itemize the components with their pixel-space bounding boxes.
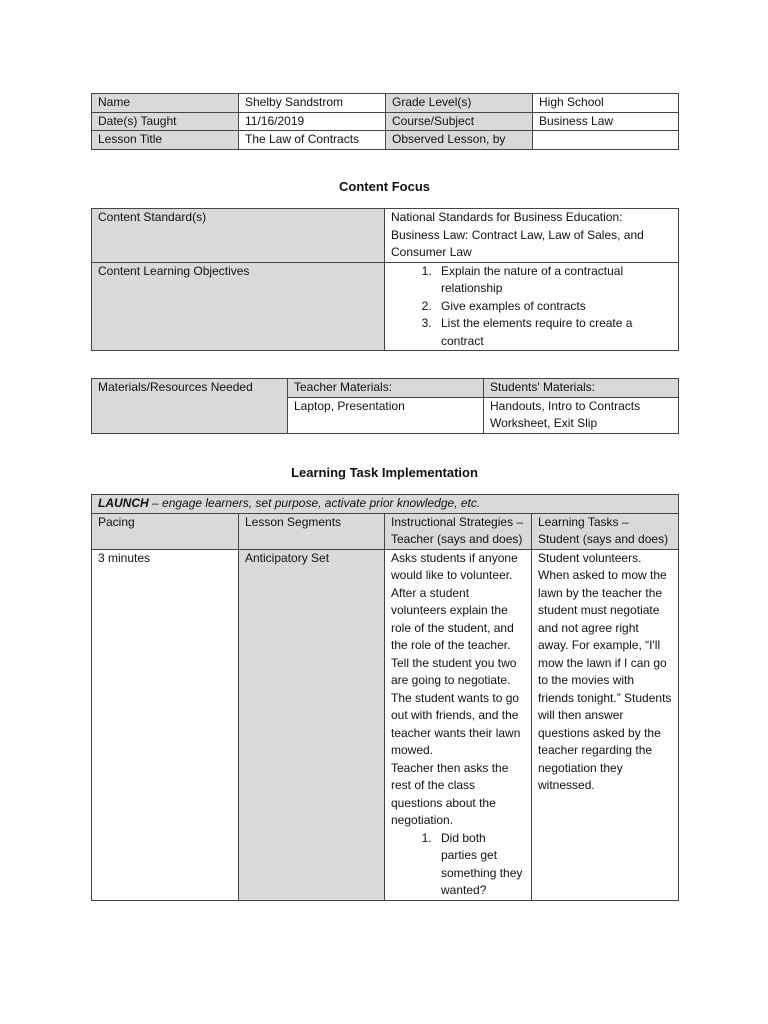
list-item: 3. List the elements require to create a contract	[435, 315, 672, 350]
pacing-header: Pacing	[92, 513, 239, 549]
objectives-value	[385, 262, 679, 351]
teacher-text-2: Teacher then asks the rest of the class questions about the negotiation.	[391, 760, 509, 827]
students-materials-value: Handouts, Intro to Contracts Worksheet, Exit Slip	[484, 397, 679, 433]
segment-value: Anticipatory Set	[239, 549, 385, 900]
content-focus-table	[91, 208, 679, 351]
name-label: Name	[92, 94, 239, 113]
teacher-text: Asks students if anyone would like to volunteer. After a student volunteers explain the role of the student, and the role of the teacher. Tell the student you two are going to negotiate. The student wants to go out with friends, and the teacher wants their lawn mowed.	[391, 550, 521, 757]
table-row	[92, 513, 679, 549]
materials-table	[91, 378, 679, 434]
standard-text: Business Law: Contract Law, Law of Sales, and Consumer Law	[391, 227, 644, 259]
content-standard-value	[385, 209, 679, 263]
teacher-strategies-value	[385, 549, 532, 900]
table-row	[92, 112, 679, 131]
pacing-value: 3 minutes	[92, 549, 239, 900]
teacher-materials-value: Laptop, Presentation	[288, 397, 484, 433]
launch-banner	[92, 495, 679, 514]
table-row	[92, 495, 679, 514]
lesson-title-label: Lesson Title	[92, 131, 239, 150]
implementation-title: Learning Task Implementation	[291, 465, 478, 480]
materials-label: Materials/Resources Needed	[92, 379, 288, 434]
table-row	[92, 549, 679, 900]
objectives-label: Content Learning Objectives	[92, 262, 385, 351]
content-focus-title: Content Focus	[339, 179, 430, 194]
launch-text: – engage learners, set purpose, activate prior knowledge, etc.	[148, 496, 481, 510]
student-tasks-value: Student volunteers. When asked to mow the lawn by the teacher the student must negotiate and not agree right away. For example, “I'll mow the lawn if I can go to the movies with friends tonight.” Students will then answer questions asked by the teacher regarding the negotiation they witnessed.	[532, 549, 679, 900]
list-item: 1. Did both parties get something they wanted?	[435, 830, 525, 900]
content-standard-label: Content Standard(s)	[92, 209, 385, 263]
teacher-strategies-header: Instructional Strategies – Teacher (says and does)	[385, 513, 532, 549]
grade-level-value: High School	[533, 94, 679, 113]
date-taught-value: 11/16/2019	[239, 112, 386, 131]
table-row	[92, 262, 679, 351]
student-tasks-header: Learning Tasks – Student (says and does)	[532, 513, 679, 549]
observed-lesson-value	[533, 131, 679, 150]
students-materials-header: Students' Materials:	[484, 379, 679, 398]
teacher-question-list	[391, 830, 525, 900]
lesson-info-table	[91, 93, 679, 150]
date-taught-label: Date(s) Taught	[92, 112, 239, 131]
table-row	[92, 379, 679, 398]
observed-lesson-label: Observed Lesson, by	[386, 131, 533, 150]
course-subject-label: Course/Subject	[386, 112, 533, 131]
standard-heading: National Standards for Business Education:	[391, 210, 623, 224]
name-value: Shelby Sandstrom	[239, 94, 386, 113]
table-row	[92, 131, 679, 150]
list-item: 1. Explain the nature of a contractual relationship	[435, 263, 672, 298]
teacher-materials-header: Teacher Materials:	[288, 379, 484, 398]
implementation-table	[91, 494, 679, 901]
course-subject-value: Business Law	[533, 112, 679, 131]
lesson-title-value: The Law of Contracts	[239, 131, 386, 150]
grade-level-label: Grade Level(s)	[386, 94, 533, 113]
table-row	[92, 94, 679, 113]
list-item: 2. Give examples of contracts	[435, 298, 672, 316]
segments-header: Lesson Segments	[239, 513, 385, 549]
table-row	[92, 209, 679, 263]
objectives-list	[391, 263, 672, 351]
launch-prefix: LAUNCH	[98, 496, 149, 510]
